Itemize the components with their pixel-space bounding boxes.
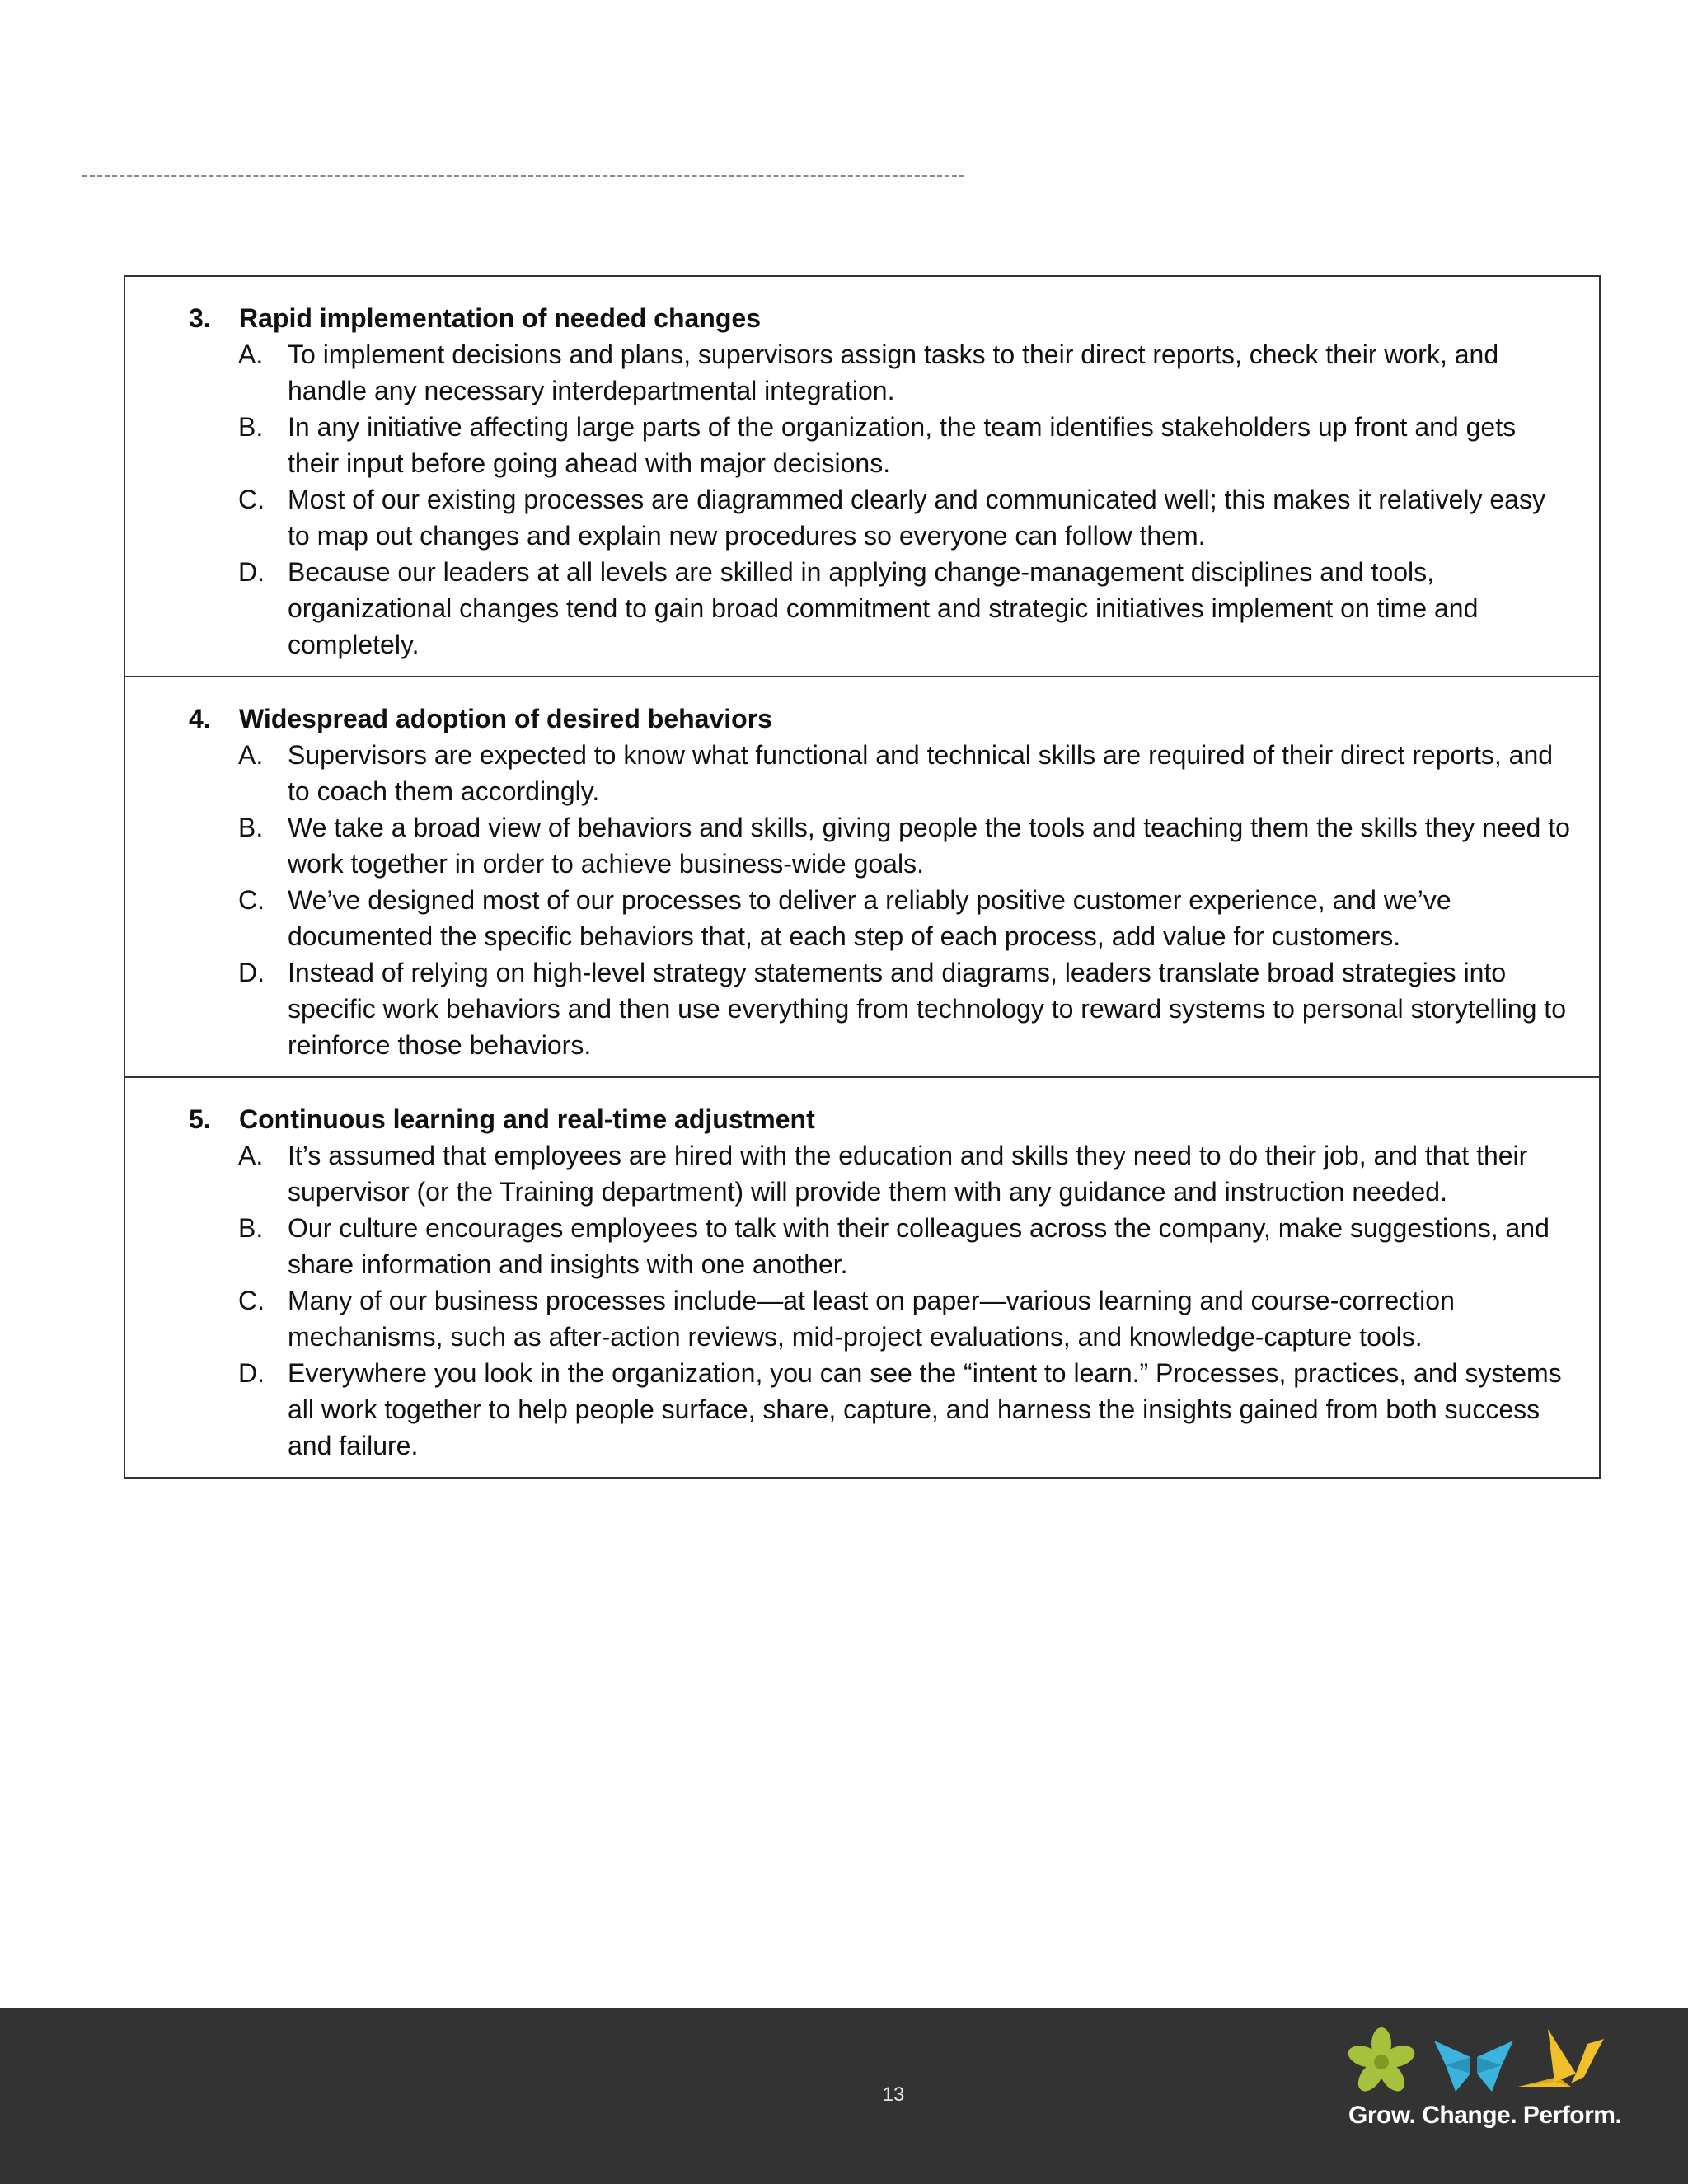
option-text: In any initiative affecting large parts of the organization, the team identifies stakeholders up front and gets their input before going ahead with major decisions. bbox=[288, 412, 1517, 478]
option-text: Our culture encourages employees to talk with their colleagues across the company, make suggestions, and share information and insights with one another. bbox=[288, 1213, 1550, 1279]
option-text: Everywhere you look in the organization, you can see the “intent to learn.” Processes, practices, and systems all work together to help people surface, share, capture, and harness the insights gained from both success and failure. bbox=[288, 1358, 1562, 1460]
section-number: 5. bbox=[189, 1104, 211, 1134]
option-letter: A. bbox=[238, 1141, 264, 1170]
option-letter: D. bbox=[238, 958, 265, 987]
page-number: 13 bbox=[882, 2083, 905, 2106]
option-b bbox=[238, 409, 1574, 481]
option-b bbox=[238, 809, 1574, 882]
option-b bbox=[238, 1210, 1574, 1282]
assessment-table bbox=[124, 275, 1601, 1479]
option-letter: C. bbox=[238, 1286, 265, 1315]
option-text: Many of our business processes include—at least on paper—various learning and course-correction mechanisms, such as after-action reviews, mid-project evaluations, and knowledge-capture tools. bbox=[288, 1286, 1455, 1352]
section-heading bbox=[189, 701, 1574, 737]
section-3 bbox=[125, 277, 1599, 677]
flower-icon bbox=[1345, 2027, 1417, 2096]
section-4 bbox=[125, 677, 1599, 1078]
option-text: It’s assumed that employees are hired with the education and skills they need to do their job, and that their supervisor (or the Training department) will provide them with any guidance and instruction needed. bbox=[288, 1141, 1528, 1207]
option-text: Supervisors are expected to know what functional and technical skills are required of their direct reports, and to coach them accordingly. bbox=[288, 740, 1554, 806]
option-a bbox=[238, 336, 1574, 409]
brand-tagline: Grow. Change. Perform. bbox=[1348, 2102, 1622, 2129]
option-letter: A. bbox=[238, 340, 264, 369]
option-d bbox=[238, 554, 1574, 663]
brand-logo bbox=[1342, 2026, 1622, 2097]
section-heading bbox=[189, 1101, 1574, 1137]
option-text: Instead of relying on high-level strategy statements and diagrams, leaders translate broad strategies into specific work behaviors and then use everything from technology to reward systems to personal storytelling to reinforce those behaviors. bbox=[288, 958, 1566, 1060]
option-letter: B. bbox=[238, 412, 264, 442]
option-a bbox=[238, 737, 1574, 809]
butterfly-icon bbox=[1434, 2041, 1513, 2092]
option-text: To implement decisions and plans, supervisors assign tasks to their direct reports, check their work, and handle any necessary interdepartmental integration. bbox=[288, 340, 1499, 405]
option-a bbox=[238, 1137, 1574, 1210]
option-letter: C. bbox=[238, 885, 265, 915]
section-5 bbox=[125, 1078, 1599, 1477]
bird-icon bbox=[1518, 2029, 1604, 2087]
option-letter: C. bbox=[238, 485, 265, 514]
option-text: We’ve designed most of our processes to deliver a reliably positive customer experience, and we’ve documented the specific behaviors that, at each step of each process, add value for customers. bbox=[288, 885, 1451, 951]
option-d bbox=[238, 954, 1574, 1063]
option-letter: B. bbox=[238, 1213, 264, 1243]
option-c bbox=[238, 1282, 1574, 1355]
option-letter: B. bbox=[238, 813, 264, 842]
option-text: We take a broad view of behaviors and skills, giving people the tools and teaching them the skills they need to work together in order to achieve business-wide goals. bbox=[288, 813, 1570, 879]
section-heading bbox=[189, 300, 1574, 336]
option-letter: D. bbox=[238, 1358, 265, 1388]
option-text: Because our leaders at all levels are skilled in applying change-management disciplines and tools, organizational changes tend to gain broad commitment and strategic initiatives implement on time and completely. bbox=[288, 557, 1479, 659]
option-d bbox=[238, 1355, 1574, 1464]
section-title: Rapid implementation of needed changes bbox=[239, 303, 761, 333]
option-letter: D. bbox=[238, 557, 265, 587]
dashed-divider bbox=[82, 175, 964, 177]
section-number: 4. bbox=[189, 704, 211, 733]
option-text: Most of our existing processes are diagrammed clearly and communicated well; this makes it relatively easy to map out changes and explain new procedures so everyone can follow them. bbox=[288, 485, 1545, 551]
section-number: 3. bbox=[189, 303, 211, 333]
option-c bbox=[238, 882, 1574, 954]
page-footer bbox=[0, 2008, 1688, 2184]
option-c bbox=[238, 481, 1574, 554]
section-title: Continuous learning and real-time adjustment bbox=[239, 1104, 815, 1134]
section-title: Widespread adoption of desired behaviors bbox=[239, 704, 772, 733]
option-letter: A. bbox=[238, 740, 264, 770]
